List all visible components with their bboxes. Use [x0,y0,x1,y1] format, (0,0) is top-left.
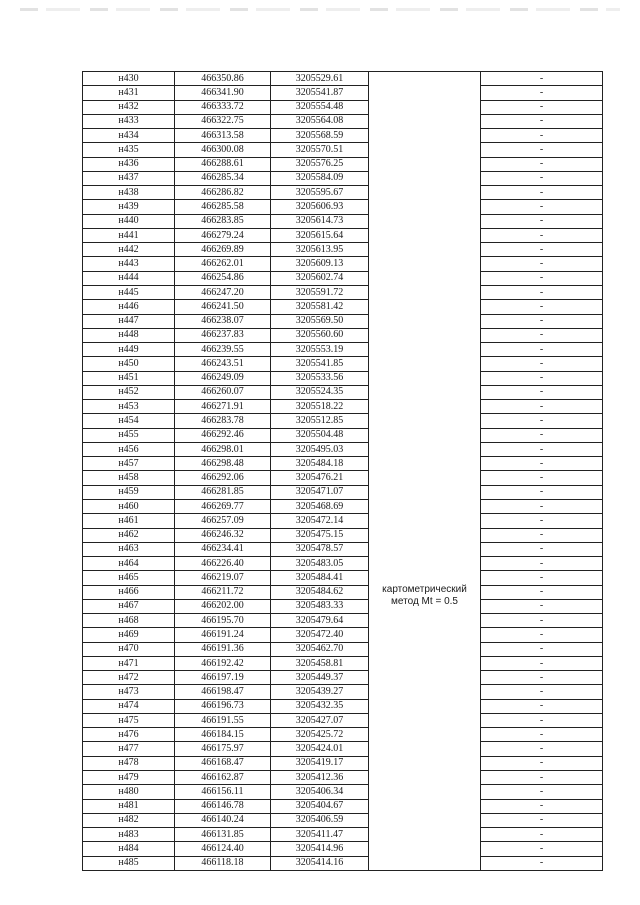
point-id-cell: н446 [83,300,175,314]
point-id-cell: н436 [83,157,175,171]
x-coordinate-cell: 466131.85 [175,828,271,842]
y-coordinate-cell: 3205449.37 [271,671,369,685]
x-coordinate-cell: 466237.83 [175,328,271,342]
table-row [83,428,603,442]
y-coordinate-cell: 3205406.59 [271,813,369,827]
table-row [83,371,603,385]
x-coordinate-cell: 466298.01 [175,442,271,456]
y-coordinate-cell: 3205609.13 [271,257,369,271]
table-row [83,228,603,242]
note-cell: - [481,343,603,357]
note-cell: - [481,328,603,342]
table-row [83,214,603,228]
table-row [83,628,603,642]
note-cell: - [481,157,603,171]
point-id-cell: н452 [83,385,175,399]
x-coordinate-cell: 466175.97 [175,742,271,756]
point-id-cell: н478 [83,756,175,770]
point-id-cell: н445 [83,285,175,299]
y-coordinate-cell: 3205432.35 [271,699,369,713]
note-cell: - [481,728,603,742]
x-coordinate-cell: 466246.32 [175,528,271,542]
table-row [83,742,603,756]
y-coordinate-cell: 3205553.19 [271,343,369,357]
y-coordinate-cell: 3205411.47 [271,828,369,842]
x-coordinate-cell: 466191.55 [175,713,271,727]
x-coordinate-cell: 466285.34 [175,171,271,185]
y-coordinate-cell: 3205478.57 [271,542,369,556]
point-id-cell: н442 [83,243,175,257]
note-cell: - [481,799,603,813]
point-id-cell: н484 [83,842,175,856]
point-id-cell: н481 [83,799,175,813]
note-cell: - [481,214,603,228]
note-cell: - [481,72,603,86]
y-coordinate-cell: 3205591.72 [271,285,369,299]
point-id-cell: н444 [83,271,175,285]
y-coordinate-cell: 3205576.25 [271,157,369,171]
y-coordinate-cell: 3205458.81 [271,656,369,670]
point-id-cell: н469 [83,628,175,642]
point-id-cell: н450 [83,357,175,371]
note-cell: - [481,585,603,599]
note-cell: - [481,485,603,499]
point-id-cell: н475 [83,713,175,727]
point-id-cell: н471 [83,656,175,670]
y-coordinate-cell: 3205462.70 [271,642,369,656]
y-coordinate-cell: 3205569.50 [271,314,369,328]
x-coordinate-cell: 466192.42 [175,656,271,670]
point-id-cell: н480 [83,785,175,799]
x-coordinate-cell: 466234.41 [175,542,271,556]
point-id-cell: н433 [83,114,175,128]
note-cell: - [481,285,603,299]
y-coordinate-cell: 3205512.85 [271,414,369,428]
table-row [83,442,603,456]
y-coordinate-cell: 3205615.64 [271,228,369,242]
x-coordinate-cell: 466191.24 [175,628,271,642]
note-cell: - [481,428,603,442]
y-coordinate-cell: 3205495.03 [271,442,369,456]
table-row [83,100,603,114]
table-row [83,813,603,827]
y-coordinate-cell: 3205614.73 [271,214,369,228]
note-cell: - [481,243,603,257]
note-cell: - [481,400,603,414]
table-row [83,385,603,399]
point-id-cell: н440 [83,214,175,228]
x-coordinate-cell: 466292.46 [175,428,271,442]
x-coordinate-cell: 466162.87 [175,771,271,785]
table-row [83,243,603,257]
note-cell: - [481,614,603,628]
note-cell: - [481,271,603,285]
note-cell: - [481,200,603,214]
x-coordinate-cell: 466322.75 [175,114,271,128]
note-cell: - [481,442,603,456]
scan-header-artifact [20,8,620,11]
y-coordinate-cell: 3205518.22 [271,400,369,414]
x-coordinate-cell: 466184.15 [175,728,271,742]
table-row [83,300,603,314]
note-cell: - [481,514,603,528]
point-id-cell: н473 [83,685,175,699]
table-row [83,642,603,656]
note-cell: - [481,385,603,399]
note-cell: - [481,828,603,842]
point-id-cell: н438 [83,186,175,200]
x-coordinate-cell: 466257.09 [175,514,271,528]
table-row [83,728,603,742]
table-row [83,499,603,513]
y-coordinate-cell: 3205471.07 [271,485,369,499]
note-cell: - [481,599,603,613]
point-id-cell: н477 [83,742,175,756]
x-coordinate-cell: 466283.78 [175,414,271,428]
table-row [83,143,603,157]
table-row [83,685,603,699]
y-coordinate-cell: 3205425.72 [271,728,369,742]
point-id-cell: н454 [83,414,175,428]
table-row [83,328,603,342]
note-cell: - [481,557,603,571]
point-id-cell: н448 [83,328,175,342]
y-coordinate-cell: 3205504.48 [271,428,369,442]
x-coordinate-cell: 466140.24 [175,813,271,827]
y-coordinate-cell: 3205439.27 [271,685,369,699]
point-id-cell: н431 [83,86,175,100]
y-coordinate-cell: 3205554.48 [271,100,369,114]
y-coordinate-cell: 3205419.17 [271,756,369,770]
point-id-cell: н464 [83,557,175,571]
note-cell: - [481,457,603,471]
method-cell [369,72,481,871]
note-cell: - [481,685,603,699]
x-coordinate-cell: 466298.48 [175,457,271,471]
x-coordinate-cell: 466219.07 [175,571,271,585]
table-row [83,157,603,171]
y-coordinate-cell: 3205606.93 [271,200,369,214]
point-id-cell: н466 [83,585,175,599]
y-coordinate-cell: 3205560.60 [271,328,369,342]
table-row [83,129,603,143]
table-row [83,699,603,713]
note-cell: - [481,499,603,513]
table-row [83,400,603,414]
y-coordinate-cell: 3205479.64 [271,614,369,628]
y-coordinate-cell: 3205570.51 [271,143,369,157]
x-coordinate-cell: 466191.36 [175,642,271,656]
point-id-cell: н470 [83,642,175,656]
table-row [83,571,603,585]
x-coordinate-cell: 466281.85 [175,485,271,499]
x-coordinate-cell: 466288.61 [175,157,271,171]
table-row [83,799,603,813]
note-cell: - [481,742,603,756]
x-coordinate-cell: 466156.11 [175,785,271,799]
table-row [83,842,603,856]
y-coordinate-cell: 3205468.69 [271,499,369,513]
point-id-cell: н441 [83,228,175,242]
table-row [83,599,603,613]
y-coordinate-cell: 3205529.61 [271,72,369,86]
note-cell: - [481,143,603,157]
x-coordinate-cell: 466124.40 [175,842,271,856]
table-row [83,86,603,100]
note-cell: - [481,100,603,114]
table-row [83,357,603,371]
table-row [83,271,603,285]
point-id-cell: н482 [83,813,175,827]
x-coordinate-cell: 466269.77 [175,499,271,513]
point-id-cell: н476 [83,728,175,742]
x-coordinate-cell: 466239.55 [175,343,271,357]
point-id-cell: н460 [83,499,175,513]
x-coordinate-cell: 466197.19 [175,671,271,685]
table-row [83,771,603,785]
y-coordinate-cell: 3205476.21 [271,471,369,485]
point-id-cell: н453 [83,400,175,414]
method-accuracy: метод Mt = 0.5 [391,596,458,607]
y-coordinate-cell: 3205404.67 [271,799,369,813]
table-row [83,542,603,556]
point-id-cell: н456 [83,442,175,456]
point-id-cell: н434 [83,129,175,143]
point-id-cell: н449 [83,343,175,357]
table-row [83,528,603,542]
table-row [83,557,603,571]
point-id-cell: н468 [83,614,175,628]
point-id-cell: н472 [83,671,175,685]
y-coordinate-cell: 3205424.01 [271,742,369,756]
note-cell: - [481,713,603,727]
y-coordinate-cell: 3205584.09 [271,171,369,185]
x-coordinate-cell: 466283.85 [175,214,271,228]
point-id-cell: н461 [83,514,175,528]
x-coordinate-cell: 466262.01 [175,257,271,271]
coordinates-table-body [83,72,603,871]
x-coordinate-cell: 466254.86 [175,271,271,285]
y-coordinate-cell: 3205533.56 [271,371,369,385]
y-coordinate-cell: 3205427.07 [271,713,369,727]
note-cell: - [481,771,603,785]
note-cell: - [481,671,603,685]
point-id-cell: н430 [83,72,175,86]
table-row [83,285,603,299]
y-coordinate-cell: 3205484.41 [271,571,369,585]
y-coordinate-cell: 3205541.85 [271,357,369,371]
note-cell: - [481,542,603,556]
table-row [83,457,603,471]
x-coordinate-cell: 466313.58 [175,129,271,143]
table-row [83,343,603,357]
x-coordinate-cell: 466247.20 [175,285,271,299]
table-row [83,585,603,599]
y-coordinate-cell: 3205524.35 [271,385,369,399]
y-coordinate-cell: 3205412.36 [271,771,369,785]
x-coordinate-cell: 466146.78 [175,799,271,813]
x-coordinate-cell: 466260.07 [175,385,271,399]
y-coordinate-cell: 3205564.08 [271,114,369,128]
note-cell: - [481,571,603,585]
point-id-cell: н485 [83,856,175,870]
point-id-cell: н451 [83,371,175,385]
note-cell: - [481,842,603,856]
method-text [369,584,480,608]
table-row [83,186,603,200]
method-name: картометрический [382,584,467,595]
note-cell: - [481,186,603,200]
table-row [83,72,603,86]
point-id-cell: н432 [83,100,175,114]
x-coordinate-cell: 466118.18 [175,856,271,870]
y-coordinate-cell: 3205595.67 [271,186,369,200]
note-cell: - [481,314,603,328]
note-cell: - [481,813,603,827]
x-coordinate-cell: 466238.07 [175,314,271,328]
point-id-cell: н457 [83,457,175,471]
x-coordinate-cell: 466249.09 [175,371,271,385]
y-coordinate-cell: 3205483.33 [271,599,369,613]
point-id-cell: н459 [83,485,175,499]
note-cell: - [481,642,603,656]
table-row [83,856,603,870]
note-cell: - [481,756,603,770]
coordinates-table [82,71,603,871]
note-cell: - [481,528,603,542]
x-coordinate-cell: 466243.51 [175,357,271,371]
table-row [83,713,603,727]
x-coordinate-cell: 466333.72 [175,100,271,114]
point-id-cell: н458 [83,471,175,485]
x-coordinate-cell: 466195.70 [175,614,271,628]
x-coordinate-cell: 466226.40 [175,557,271,571]
table-row [83,514,603,528]
x-coordinate-cell: 466285.58 [175,200,271,214]
x-coordinate-cell: 466202.00 [175,599,271,613]
table-row [83,656,603,670]
x-coordinate-cell: 466279.24 [175,228,271,242]
point-id-cell: н463 [83,542,175,556]
y-coordinate-cell: 3205472.40 [271,628,369,642]
table-row [83,671,603,685]
table-row [83,785,603,799]
y-coordinate-cell: 3205414.96 [271,842,369,856]
x-coordinate-cell: 466350.86 [175,72,271,86]
table-row [83,257,603,271]
point-id-cell: н474 [83,699,175,713]
y-coordinate-cell: 3205541.87 [271,86,369,100]
note-cell: - [481,628,603,642]
table-row [83,614,603,628]
point-id-cell: н467 [83,599,175,613]
note-cell: - [481,785,603,799]
note-cell: - [481,856,603,870]
y-coordinate-cell: 3205472.14 [271,514,369,528]
y-coordinate-cell: 3205483.05 [271,557,369,571]
y-coordinate-cell: 3205414.16 [271,856,369,870]
note-cell: - [481,414,603,428]
point-id-cell: н447 [83,314,175,328]
y-coordinate-cell: 3205484.18 [271,457,369,471]
y-coordinate-cell: 3205406.34 [271,785,369,799]
note-cell: - [481,357,603,371]
table-row [83,756,603,770]
x-coordinate-cell: 466292.06 [175,471,271,485]
note-cell: - [481,656,603,670]
note-cell: - [481,300,603,314]
point-id-cell: н439 [83,200,175,214]
x-coordinate-cell: 466341.90 [175,86,271,100]
note-cell: - [481,228,603,242]
table-row [83,314,603,328]
y-coordinate-cell: 3205568.59 [271,129,369,143]
x-coordinate-cell: 466300.08 [175,143,271,157]
table-row [83,114,603,128]
y-coordinate-cell: 3205475.15 [271,528,369,542]
table-row [83,171,603,185]
table-row [83,828,603,842]
x-coordinate-cell: 466286.82 [175,186,271,200]
x-coordinate-cell: 466241.50 [175,300,271,314]
x-coordinate-cell: 466269.89 [175,243,271,257]
point-id-cell: н483 [83,828,175,842]
y-coordinate-cell: 3205581.42 [271,300,369,314]
x-coordinate-cell: 466271.91 [175,400,271,414]
x-coordinate-cell: 466196.73 [175,699,271,713]
table-row [83,414,603,428]
note-cell: - [481,471,603,485]
y-coordinate-cell: 3205613.95 [271,243,369,257]
y-coordinate-cell: 3205484.62 [271,585,369,599]
point-id-cell: н465 [83,571,175,585]
x-coordinate-cell: 466211.72 [175,585,271,599]
point-id-cell: н435 [83,143,175,157]
point-id-cell: н462 [83,528,175,542]
note-cell: - [481,371,603,385]
note-cell: - [481,171,603,185]
point-id-cell: н479 [83,771,175,785]
table-row [83,200,603,214]
x-coordinate-cell: 466198.47 [175,685,271,699]
note-cell: - [481,86,603,100]
point-id-cell: н443 [83,257,175,271]
point-id-cell: н455 [83,428,175,442]
y-coordinate-cell: 3205602.74 [271,271,369,285]
x-coordinate-cell: 466168.47 [175,756,271,770]
table-row [83,485,603,499]
point-id-cell: н437 [83,171,175,185]
note-cell: - [481,114,603,128]
note-cell: - [481,129,603,143]
table-row [83,471,603,485]
note-cell: - [481,257,603,271]
note-cell: - [481,699,603,713]
